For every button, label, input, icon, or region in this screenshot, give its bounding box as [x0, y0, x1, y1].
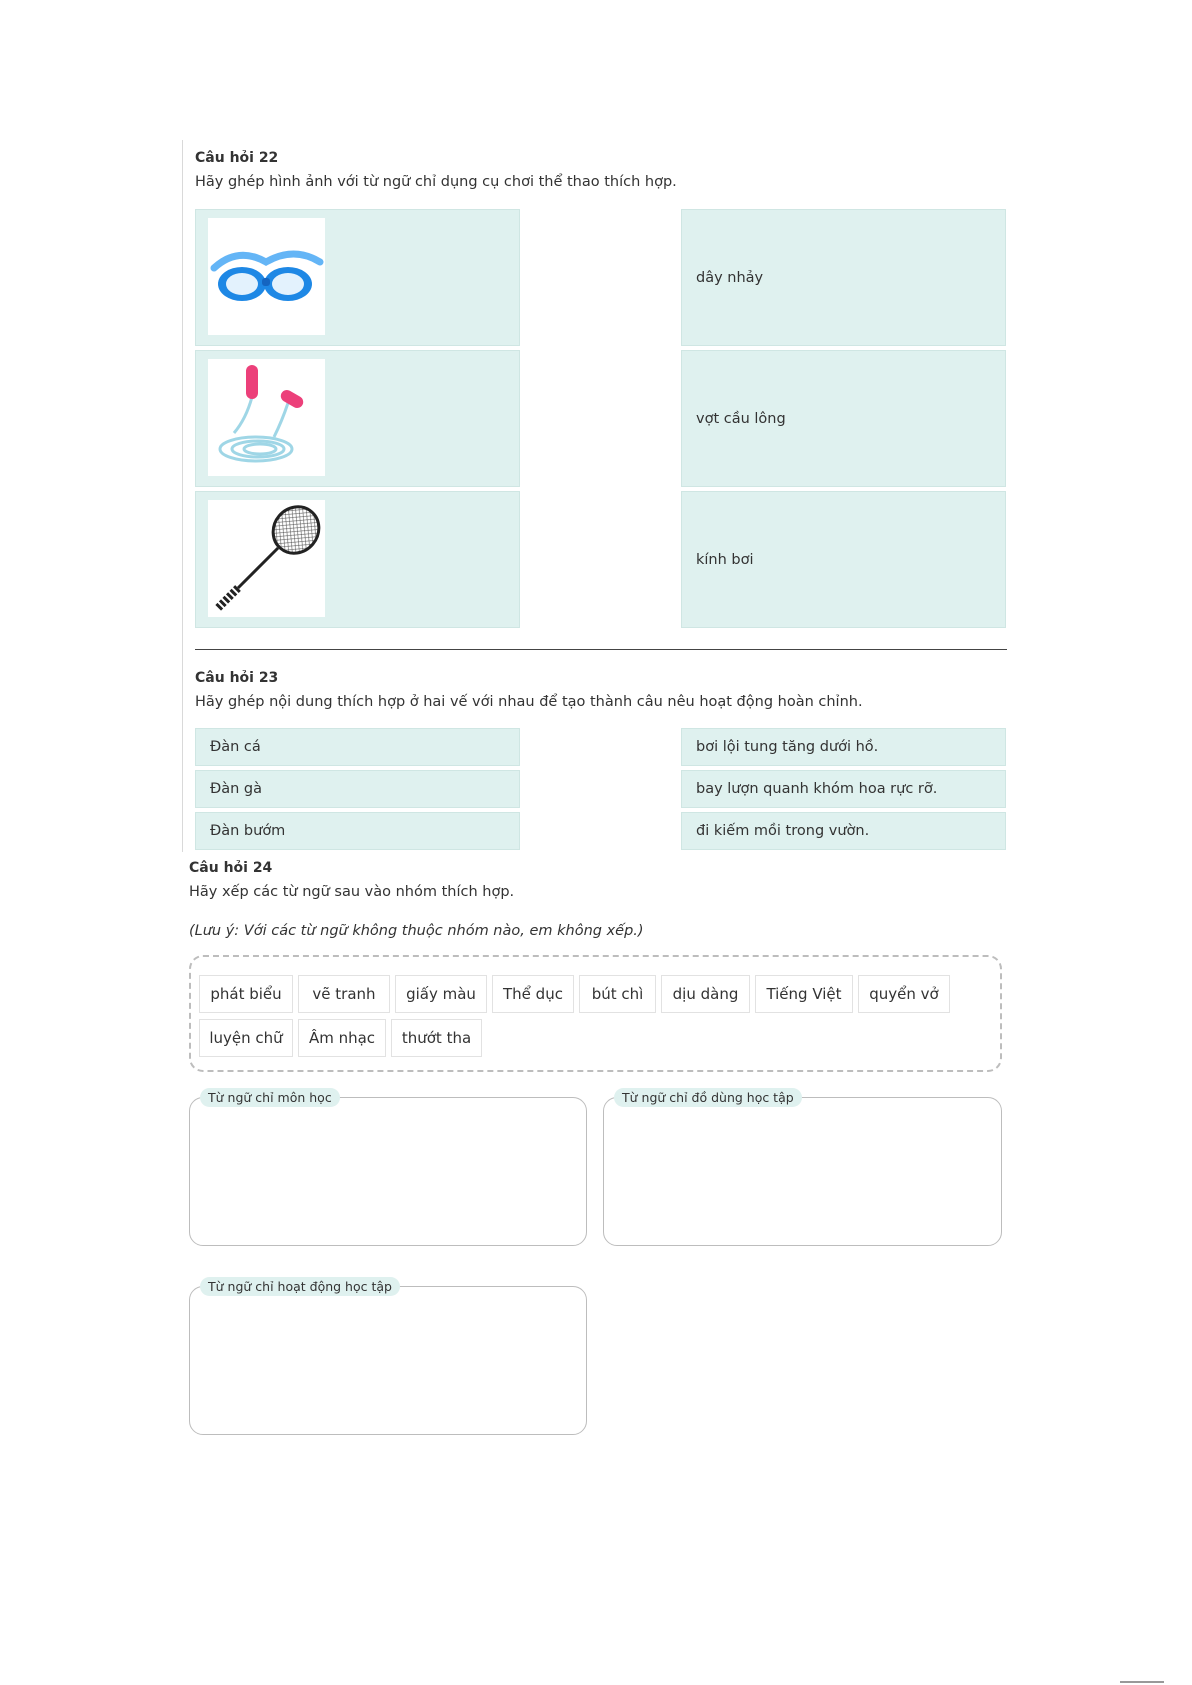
drop-zone-label: Từ ngữ chỉ đồ dùng học tập — [614, 1088, 802, 1107]
q23-left-item-3[interactable] — [195, 812, 520, 850]
q22-right-label: vợt cầu lông — [696, 411, 786, 427]
word-chip[interactable]: phát biểu — [199, 975, 293, 1013]
q23-right-label: bay lượn quanh khóm hoa rực rỡ. — [696, 781, 938, 797]
drop-zone-school-supplies[interactable] — [603, 1090, 1002, 1246]
word-chip[interactable]: luyện chữ — [199, 1019, 293, 1057]
q23-left-label: Đàn bướm — [210, 823, 286, 839]
q23-left-item-2[interactable] — [195, 770, 520, 808]
q22-title: Câu hỏi 22 — [195, 150, 279, 166]
left-guide-line — [182, 140, 183, 852]
q22-left-item-3[interactable] — [195, 491, 520, 628]
word-pool[interactable] — [189, 955, 1002, 1072]
drop-zone-learning-activities[interactable] — [189, 1279, 587, 1435]
q22-right-item-1[interactable] — [681, 209, 1006, 346]
section-divider — [195, 649, 1007, 650]
jump-rope-image — [208, 359, 325, 476]
drop-zone-label: Từ ngữ chỉ môn học — [200, 1088, 340, 1107]
q22-left-item-1[interactable] — [195, 209, 520, 346]
q23-left-label: Đàn gà — [210, 781, 263, 797]
q23-left-item-1[interactable] — [195, 728, 520, 766]
drop-zone-subjects[interactable] — [189, 1090, 587, 1246]
q22-instruction: Hãy ghép hình ảnh với từ ngữ chỉ dụng cụ chơi thể thao thích hợp. — [195, 174, 677, 190]
word-chip[interactable]: Âm nhạc — [298, 1019, 386, 1057]
q23-right-item-2[interactable] — [681, 770, 1006, 808]
q22-left-item-2[interactable] — [195, 350, 520, 487]
drop-zone-label: Từ ngữ chỉ hoạt động học tập — [200, 1277, 400, 1296]
word-chip[interactable]: Tiếng Việt — [755, 975, 853, 1013]
q22-right-item-2[interactable] — [681, 350, 1006, 487]
q23-instruction: Hãy ghép nội dung thích hợp ở hai vế với nhau để tạo thành câu nêu hoạt động hoàn chỉnh. — [195, 694, 863, 710]
word-chip[interactable]: quyển vở — [858, 975, 950, 1013]
q22-right-label: kính bơi — [696, 552, 754, 568]
word-chip[interactable]: giấy màu — [395, 975, 487, 1013]
q23-right-item-3[interactable] — [681, 812, 1006, 850]
word-chip[interactable]: bút chì — [579, 975, 656, 1013]
word-chip[interactable]: dịu dàng — [661, 975, 750, 1013]
q24-title: Câu hỏi 24 — [189, 860, 273, 876]
badminton-racket-image — [208, 500, 325, 617]
q22-right-item-3[interactable] — [681, 491, 1006, 628]
word-chip[interactable]: Thể dục — [492, 975, 574, 1013]
q23-left-label: Đàn cá — [210, 739, 261, 755]
q22-right-label: dây nhảy — [696, 270, 764, 286]
word-chip[interactable]: thướt tha — [391, 1019, 482, 1057]
q23-right-item-1[interactable] — [681, 728, 1006, 766]
goggles-image — [208, 218, 325, 335]
word-chip[interactable]: vẽ tranh — [298, 975, 390, 1013]
q23-title: Câu hỏi 23 — [195, 670, 279, 686]
q23-right-label: đi kiếm mồi trong vườn. — [696, 823, 870, 839]
q23-right-label: bơi lội tung tăng dưới hồ. — [696, 739, 879, 755]
q24-note: (Lưu ý: Với các từ ngữ không thuộc nhóm nào, em không xếp.) — [189, 923, 644, 939]
q24-instruction: Hãy xếp các từ ngữ sau vào nhóm thích hợp. — [189, 884, 515, 900]
page-corner-mark — [1120, 1681, 1164, 1683]
